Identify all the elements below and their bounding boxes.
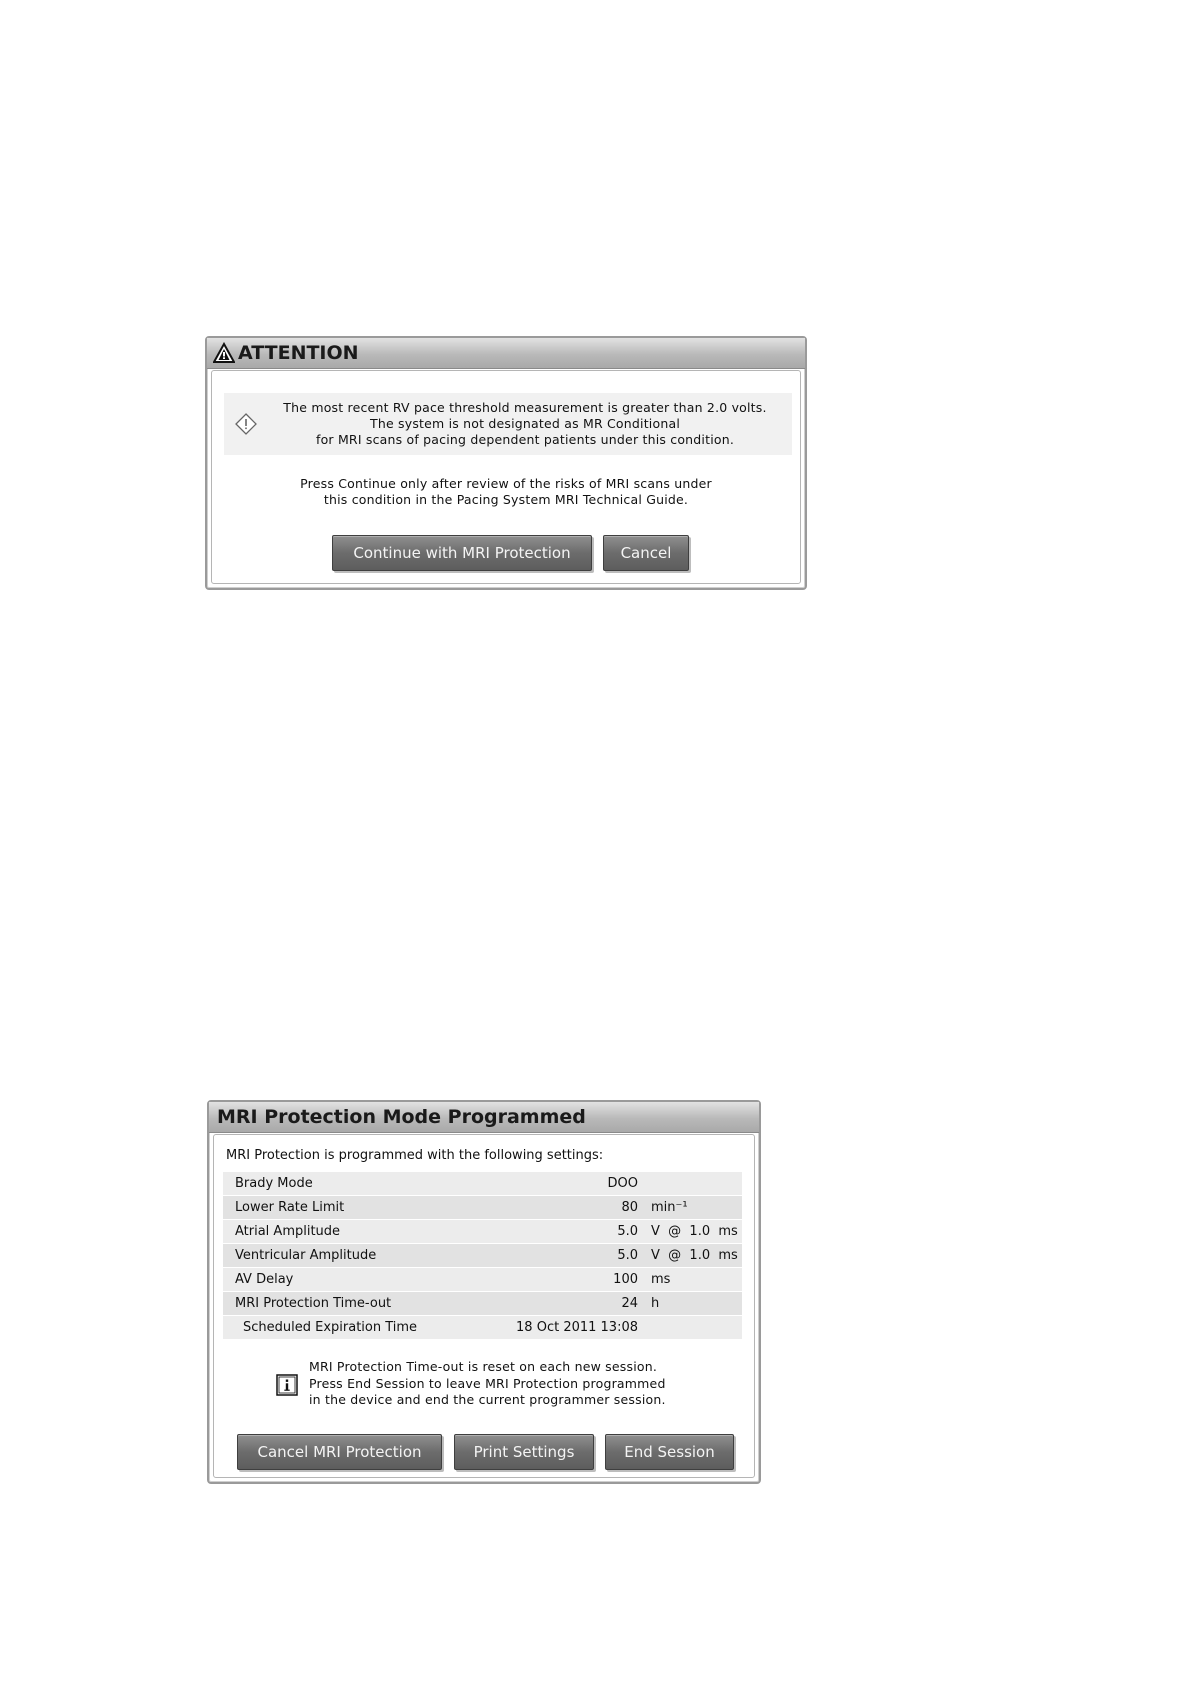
setting-unit: min⁻¹ [651, 1200, 688, 1215]
mri-dialog-title: MRI Protection Mode Programmed [217, 1106, 586, 1128]
setting-row-mri-protection-timeout [223, 1292, 742, 1315]
info-icon [276, 1374, 298, 1396]
setting-row-atrial-amplitude [223, 1220, 742, 1243]
setting-label: AV Delay [235, 1272, 294, 1287]
setting-label: Lower Rate Limit [235, 1200, 345, 1215]
warning-line-2: The system is not designated as MR Conditional [370, 416, 680, 431]
warning-line-1: The most recent RV pace threshold measurement is greater than 2.0 volts. [283, 400, 767, 415]
cancel-mri-protection-button[interactable]: Cancel MRI Protection [237, 1434, 442, 1470]
cancel-button[interactable]: Cancel [603, 535, 689, 571]
setting-value: DOO [607, 1176, 638, 1191]
mri-intro-text: MRI Protection is programmed with the following settings: [226, 1148, 604, 1163]
continue-with-mri-protection-button[interactable]: Continue with MRI Protection [332, 535, 592, 571]
caution-diamond-icon [234, 412, 258, 436]
setting-label: Scheduled Expiration Time [243, 1320, 418, 1335]
end-session-button[interactable]: End Session [605, 1434, 734, 1470]
info-line-1: MRI Protection Time-out is reset on each new session. [309, 1359, 658, 1374]
attention-dialog [205, 336, 807, 590]
warning-triangle-icon [213, 342, 235, 364]
setting-row-ventricular-amplitude [223, 1244, 742, 1267]
warning-message-box [224, 393, 792, 455]
info-line-3: in the device and end the current programmer session. [309, 1392, 666, 1407]
instruction-text [212, 476, 800, 508]
instruction-line-2: this condition in the Pacing System MRI Technical Guide. [323, 492, 689, 507]
setting-unit: V @ 1.0 ms [651, 1224, 738, 1239]
setting-label: Atrial Amplitude [235, 1224, 341, 1239]
setting-value: 18 Oct 2011 13:08 [516, 1320, 638, 1335]
setting-value: 100 [613, 1272, 638, 1287]
setting-value: 5.0 [617, 1224, 638, 1239]
setting-row-brady-mode [223, 1172, 742, 1195]
setting-value: 24 [621, 1296, 638, 1311]
attention-title: ATTENTION [238, 342, 359, 364]
setting-unit: ms [651, 1272, 671, 1287]
info-line-2: Press End Session to leave MRI Protection programmed [309, 1375, 666, 1391]
print-settings-button[interactable]: Print Settings [454, 1434, 594, 1470]
setting-unit: h [651, 1296, 660, 1311]
setting-label: Ventricular Amplitude [235, 1248, 377, 1263]
warning-line-3: for MRI scans of pacing dependent patients under this condition. [315, 432, 735, 447]
setting-label: Brady Mode [235, 1176, 313, 1191]
info-text [309, 1359, 666, 1409]
setting-row-av-delay [223, 1268, 742, 1291]
setting-value: 5.0 [617, 1248, 638, 1263]
mri-dialog-titlebar [209, 1102, 759, 1133]
instruction-line-1: Press Continue only after review of the risks of MRI scans under [300, 476, 712, 491]
setting-unit: V @ 1.0 ms [651, 1248, 738, 1263]
attention-titlebar [207, 338, 805, 369]
setting-row-lower-rate-limit [223, 1196, 742, 1219]
setting-label: MRI Protection Time-out [235, 1296, 392, 1311]
attention-body [211, 370, 801, 584]
setting-value: 80 [621, 1200, 638, 1215]
setting-row-scheduled-expiration-time [223, 1316, 742, 1339]
